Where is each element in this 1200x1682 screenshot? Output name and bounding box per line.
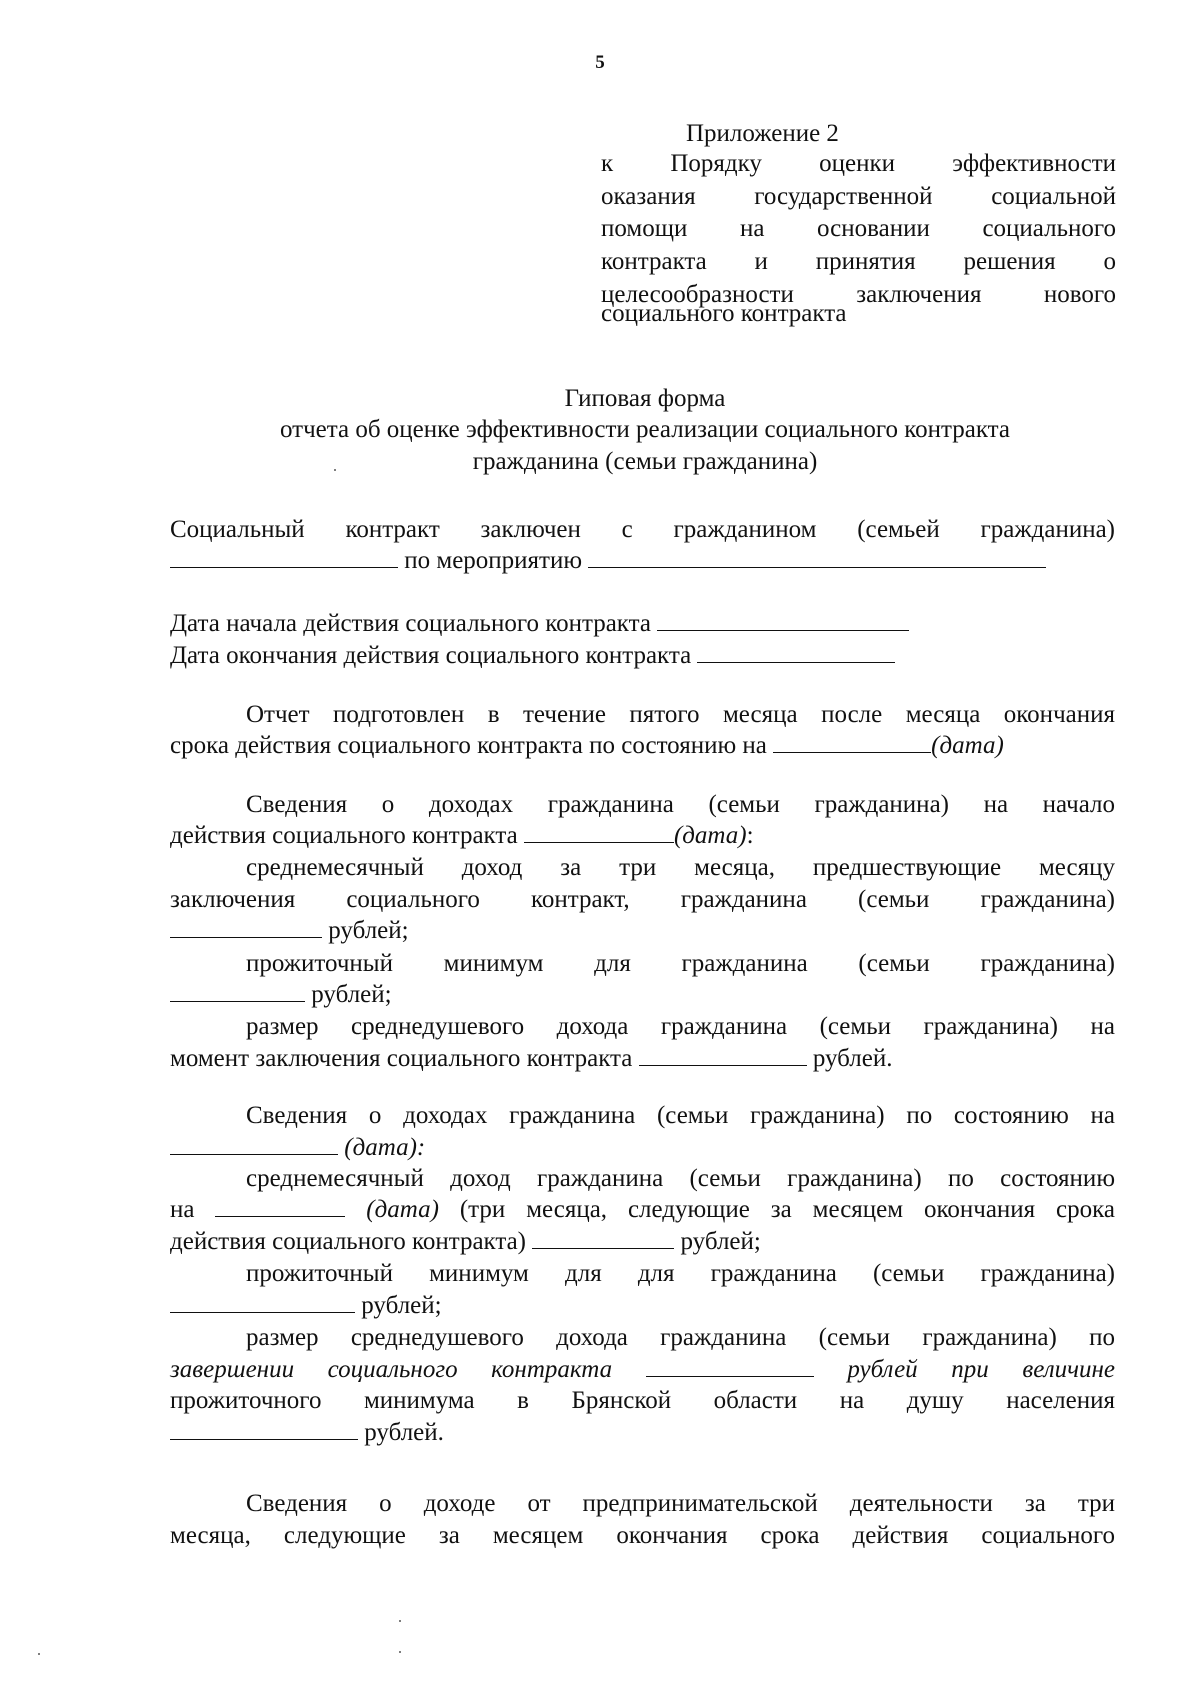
- annex-word: Порядку: [670, 150, 762, 177]
- scan-speck: [38, 1653, 40, 1655]
- annex-word: социальной: [991, 183, 1116, 210]
- income-state-line2: [170, 1132, 425, 1164]
- contract-line2: [170, 545, 1046, 577]
- form-heading-line2: отчета об оценке эффективности реализации социального контракта: [279, 416, 1010, 443]
- rub-label: рублей;: [328, 917, 409, 944]
- min-state-blank[interactable]: [170, 1290, 355, 1313]
- start-date-line: [170, 608, 909, 640]
- per-capita-state-blank[interactable]: [646, 1354, 814, 1377]
- annex-word: на: [739, 215, 765, 242]
- income-start-avg-line1: среднемесячный доход за три месяца, предшествующие месяцу: [246, 854, 1115, 881]
- annex-word: целесообразности: [601, 281, 794, 308]
- end-date-line: [170, 640, 895, 672]
- income-start-avg-line2: заключения социального контракт, гражданина (семьи гражданина): [170, 886, 1115, 913]
- annex-last-line: социального контракта: [601, 300, 847, 327]
- income-start-line2-text: действия социального контракта: [170, 822, 518, 849]
- income-start-date-blank[interactable]: [524, 820, 674, 843]
- report-line1: Отчет подготовлен в течение пятого месяца после месяца окончания: [246, 701, 1115, 728]
- business-line1: Сведения о доходе от предпринимательской деятельности за три: [246, 1490, 1115, 1517]
- annex-word: контракта: [601, 248, 707, 275]
- avg-income-blank[interactable]: [170, 915, 322, 938]
- annex-word: основании: [817, 215, 930, 242]
- form-heading-line1: Гиповая форма: [564, 385, 726, 412]
- event-blank[interactable]: [588, 545, 1046, 568]
- state-date-note: (дата):: [344, 1134, 426, 1161]
- annex-word: социального: [982, 215, 1116, 242]
- annex-word: нового: [1043, 281, 1116, 308]
- report-line2: [170, 730, 1004, 762]
- annex-word: государственной: [754, 183, 933, 210]
- income-start-min-line2: [170, 979, 392, 1011]
- scan-speck: [399, 1651, 401, 1653]
- income-start-min-line1: прожиточный минимум для гражданина (семьи гражданина): [246, 950, 1115, 977]
- per-capita-blank[interactable]: [639, 1043, 807, 1066]
- annex-word: помощи: [601, 215, 688, 242]
- income-state-min-line1: прожиточный минимум для для гражданина (семьи гражданина): [246, 1260, 1115, 1287]
- on-label: на: [170, 1196, 195, 1223]
- form-heading-line3: гражданина (семьи гражданина): [472, 448, 818, 475]
- annex-word: решения: [963, 248, 1056, 275]
- state-date-blank[interactable]: [170, 1132, 338, 1155]
- income-start-date-note: (дата): [673, 822, 747, 849]
- annex-line: [601, 246, 1116, 278]
- annex-word: принятия: [815, 248, 916, 275]
- per-line2-b: рублей при величине: [847, 1356, 1116, 1383]
- start-date-blank[interactable]: [657, 608, 909, 631]
- scan-speck: [399, 1620, 401, 1622]
- colon: :: [746, 822, 754, 849]
- income-start-per-line1: размер среднедушевого дохода гражданина (семьи гражданина) на: [246, 1013, 1115, 1040]
- avg-income-state-blank[interactable]: [532, 1226, 674, 1249]
- income-start-avg-line3: [170, 915, 409, 947]
- annex-line: [601, 181, 1116, 213]
- start-date-label: Дата начала действия социального контракта: [170, 610, 651, 637]
- report-date-note: (дата): [931, 732, 1004, 759]
- annex-word: оценки: [819, 150, 896, 177]
- income-state-per-line3: прожиточного минимума в Брянской области на душу населения: [170, 1387, 1115, 1414]
- annex-title: Приложение 2: [686, 120, 839, 147]
- scan-speck: [334, 469, 336, 471]
- annex-word: к: [601, 150, 614, 177]
- annex-line: [601, 148, 1116, 180]
- rub-label: рублей.: [364, 1419, 444, 1446]
- annex-word: и: [754, 248, 768, 275]
- annex-word: заключения: [856, 281, 982, 308]
- end-date-label: Дата окончания действия социального контракта: [170, 642, 692, 669]
- income-state-avg-line1: среднемесячный доход гражданина (семьи гражданина) по состоянию: [246, 1165, 1115, 1192]
- income-state-avg-line2: [170, 1194, 1115, 1226]
- income-start-per-line2-text: момент заключения социального контракта: [170, 1045, 633, 1072]
- annex-word: эффективности: [952, 150, 1116, 177]
- income-start-line1: Сведения о доходах гражданина (семьи гражданина) на начало: [246, 791, 1115, 818]
- rub-label: рублей;: [311, 981, 392, 1008]
- by-event-label: по мероприятию: [404, 547, 583, 574]
- avg-date-note: (дата): [366, 1196, 439, 1223]
- income-state-min-line2: [170, 1290, 442, 1322]
- annex-line: [601, 213, 1116, 245]
- income-state-line1: Сведения о доходах гражданина (семьи гражданина) по состоянию на: [246, 1102, 1115, 1129]
- income-state-per-line2: [170, 1354, 1115, 1386]
- rub-label: рублей.: [812, 1045, 893, 1072]
- business-line2: месяца, следующие за месяцем окончания срока действия социального: [170, 1522, 1115, 1549]
- avg-line2-rest: (три месяца, следующие за месяцем окончания срока: [459, 1196, 1116, 1223]
- report-date-blank[interactable]: [773, 730, 931, 753]
- avg-date-blank[interactable]: [215, 1194, 345, 1217]
- rub-label: рублей;: [680, 1228, 761, 1255]
- rub-label: рублей;: [361, 1292, 442, 1319]
- annex-word: оказания: [601, 183, 696, 210]
- income-state-per-line1: размер среднедушевого дохода гражданина (семьи гражданина) по: [246, 1324, 1115, 1351]
- subsistence-blank[interactable]: [170, 1417, 358, 1440]
- contract-line1: Социальный контракт заключен с гражданином (семьей гражданина): [170, 516, 1115, 543]
- income-start-line2: [170, 820, 754, 852]
- income-state-avg-line3: [170, 1226, 761, 1258]
- income-start-per-line2: [170, 1043, 892, 1075]
- page-number: 5: [595, 52, 605, 73]
- citizen-blank[interactable]: [170, 545, 398, 568]
- per-line2-a: завершении социального контракта: [170, 1356, 613, 1383]
- annex-word: о: [1103, 248, 1116, 275]
- avg-line3-text: действия социального контракта): [170, 1228, 527, 1255]
- end-date-blank[interactable]: [697, 640, 895, 663]
- min-blank[interactable]: [170, 979, 305, 1002]
- income-state-per-line4: [170, 1417, 444, 1449]
- report-line2-text: срока действия социального контракта по состоянию на: [170, 732, 767, 759]
